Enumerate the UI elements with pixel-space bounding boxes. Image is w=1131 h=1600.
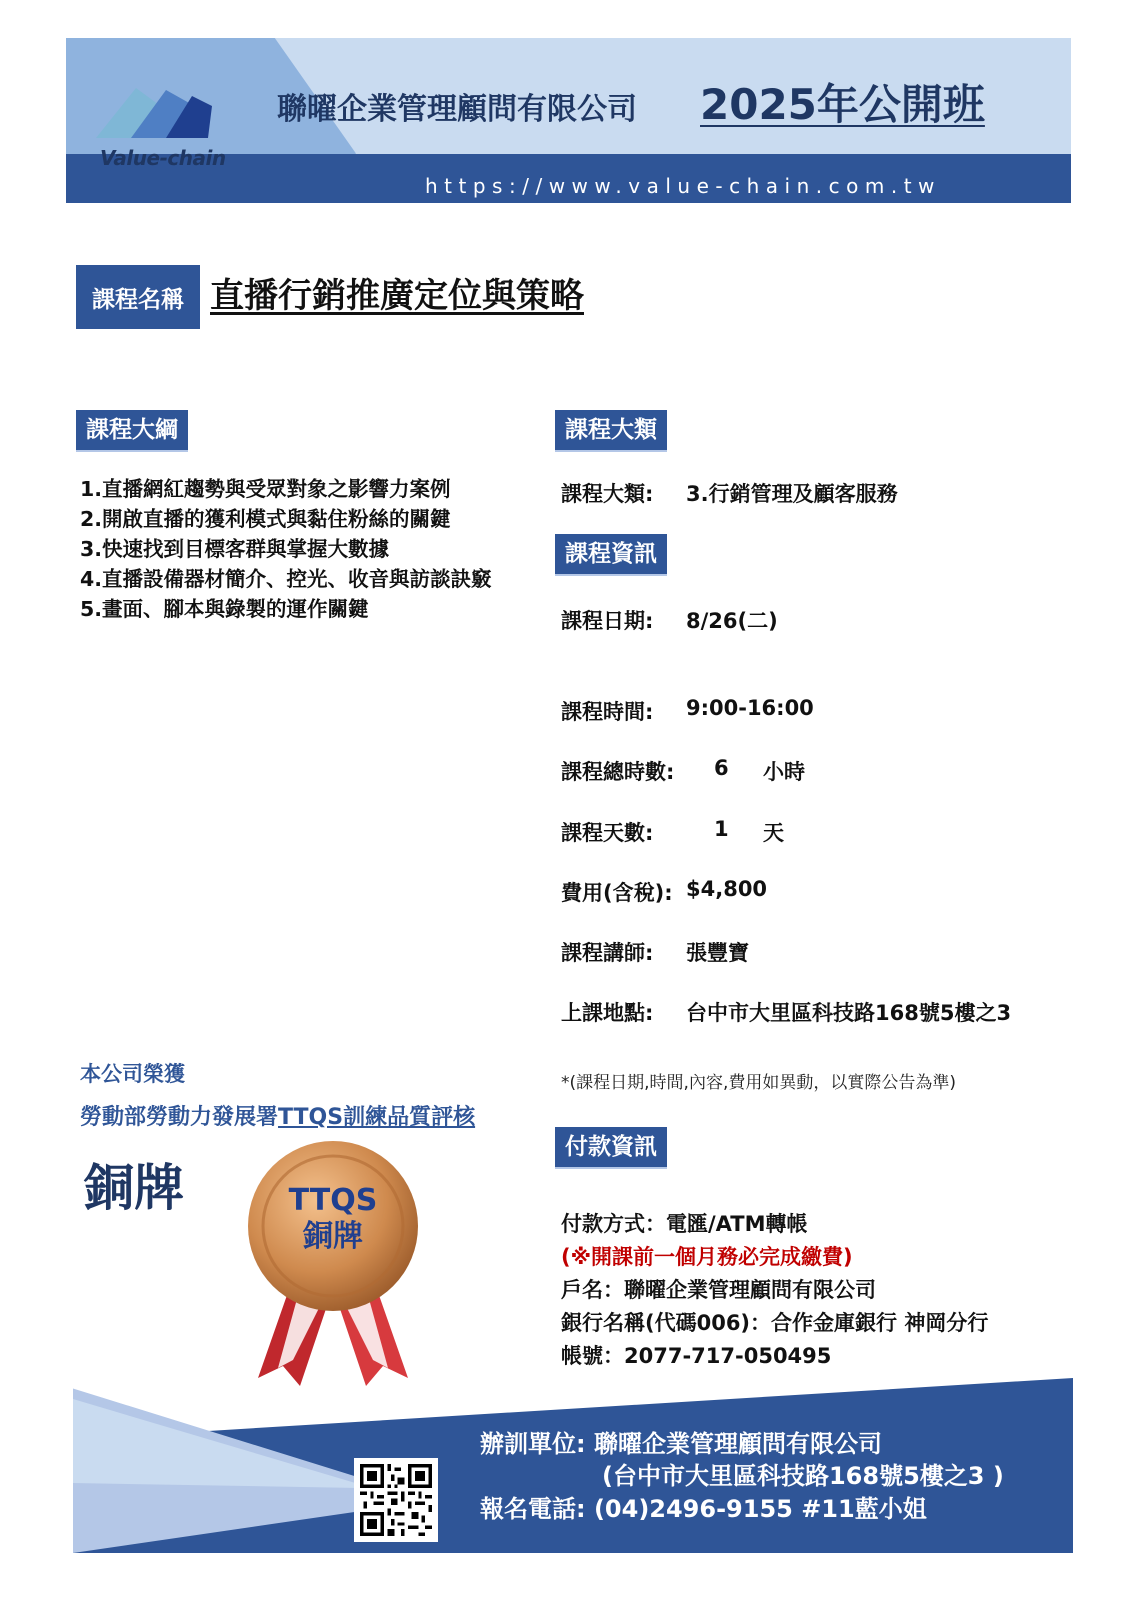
qr-code-icon[interactable] [354,1458,438,1542]
time-value: 9:00-16:00 [686,696,814,720]
hours-row [561,756,805,786]
fee-row [561,877,768,907]
outline-item: 1.直播網紅趨勢與受眾對象之影響力案例 [80,477,451,501]
course-name: 直播行銷推廣定位與策略 [210,276,584,316]
category-value: 3.行銷管理及顧客服務 [686,482,898,506]
honor-line2-underlined: TTQS訓練品質評核 [278,1105,476,1130]
ttqs-bronze-medal-icon [238,1138,428,1388]
outline-item: 4.直播設備器材簡介、控光、收音與訪談訣竅 [80,567,492,591]
page-title: 2025年公開班 [700,80,985,129]
organizer-address: (台中市大里區科技路168號5樓之3 ) [602,1462,1004,1490]
category-label: 課程大類: [561,482,654,506]
teacher-value: 張豐寶 [686,941,749,965]
fee-value: $4,800 [686,877,768,901]
outline-tag: 課程大綱 [76,410,188,452]
change-notice: *(課程日期,時間,內容,費用如異動，以實際公告為準) [561,1073,956,1093]
logo-text: Value-chain [100,146,226,170]
organizer-text: 辦訓單位: 聯曜企業管理顧問有限公司 [480,1430,882,1458]
header-company: 聯曜企業管理顧問有限公司 [277,92,637,127]
account-number: 帳號：2077-717-050495 [561,1344,832,1368]
account-name: 戶名：聯曜企業管理顧問有限公司 [561,1278,876,1302]
category-tag: 課程大類 [555,410,667,452]
hours-label: 課程總時數: [561,760,675,784]
medal-line2: 銅牌 [303,1219,363,1254]
payment-deadline-note: (※開課前一個月務必完成繳費) [561,1245,853,1269]
teacher-row [561,937,749,967]
outline-item: 3.快速找到目標客群與掌握大數據 [80,537,390,561]
hours-value: 6 [714,756,729,780]
date-label: 課程日期: [561,609,654,633]
value-chain-logo-icon [96,80,226,142]
days-value: 1 [714,817,729,841]
bank-name: 銀行名稱(代碼006)：合作金庫銀行 神岡分行 [561,1311,989,1335]
time-row [561,696,814,726]
website-link[interactable]: https://www.value-chain.com.tw [425,174,941,198]
payment-tag: 付款資訊 [555,1127,667,1169]
teacher-label: 課程講師: [561,941,654,965]
location-label: 上課地點: [561,1001,654,1025]
date-row [561,605,778,635]
location-value: 台中市大里區科技路168號5樓之3 [686,1001,1012,1025]
location-row [561,997,1012,1027]
registration-phone: 報名電話: (04)2496-9155 #11藍小姐 [480,1495,927,1523]
medal-text [288,1183,378,1255]
category-row [561,478,898,508]
outline-item: 2.開啟直播的獲利模式與黏住粉絲的關鍵 [80,507,451,531]
date-value: 8/26(二) [686,609,778,633]
honor-line2 [80,1100,475,1131]
fee-label: 費用(含稅): [561,881,673,905]
outline-item: 5.畫面、腳本與錄製的運作關鍵 [80,597,369,621]
days-row [561,817,784,847]
hours-unit: 小時 [763,760,805,784]
payment-method: 付款方式：電匯/ATM轉帳 [561,1212,808,1236]
honor-line1: 本公司榮獲 [80,1062,185,1086]
time-label: 課程時間: [561,700,654,724]
days-unit: 天 [763,821,784,845]
course-name-label: 課程名稱 [76,265,200,329]
days-label: 課程天數: [561,821,654,845]
outline-list [80,474,520,624]
honor-level: 銅牌 [84,1159,184,1217]
payment-details [561,1208,988,1373]
honor-line2-prefix: 勞動部勞動力發展署 [80,1105,279,1130]
medal-line1: TTQS [288,1183,378,1218]
info-tag: 課程資訊 [555,534,667,576]
